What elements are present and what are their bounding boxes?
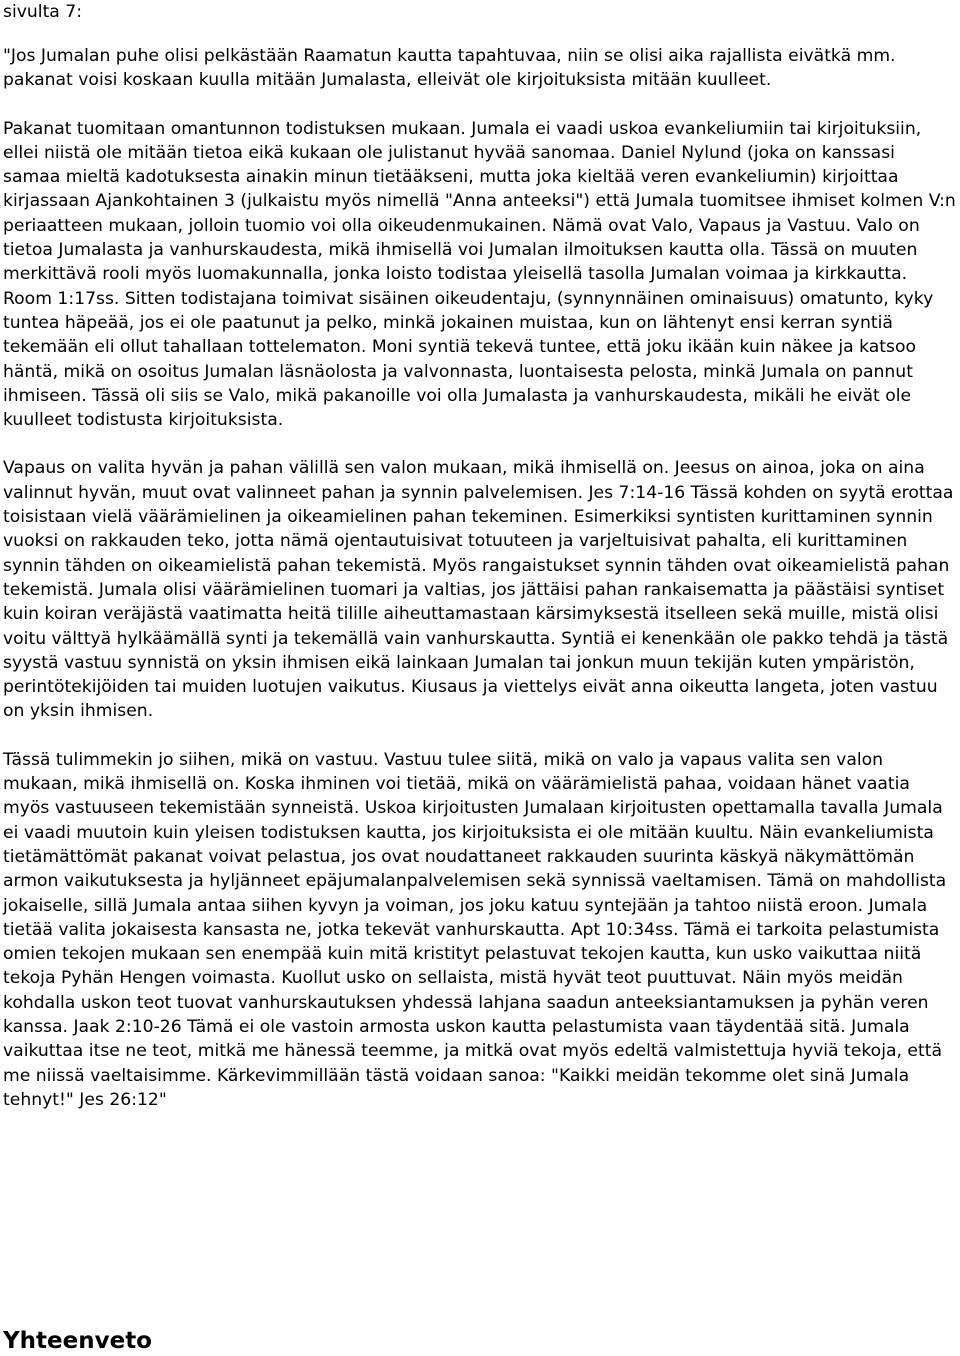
paragraph-3: Vapaus on valita hyvän ja pahan välillä sen valon mukaan, mikä ihmisellä on. Jeesus on ainoa, joka on aina valinnut hyvän, muut ovat valinneet pahan ja synnin palvelemisen. Jes 7:14-16 Tässä kohden on syytä erottaa toisistaan vielä väärämielinen ja oikeamielinen pahan tekeminen. Esimerkiksi syntisten kurittaminen synnin vuoksi on rakkauden teko, jotta nämä ojentautuisivat totuuteen ja varjeltuisivat pahalta, eli kurittaminen synnin tähden on oikeamielistä pahan tekemistä. Myös rangaistukset synnin tähden ovat oikeamielistä pahan tekemistä. Jumala olisi väärämielinen tuomari ja valtias, jos jättäisi pahan rankaisematta ja päästäisi syntiset kuin koiran veräjästä vaatimatta heitä tilille aiheuttamastaan kärsimyksestä itselleen sekä muille, mistä olisi voitu välttyä hylkäämällä synti ja tekemällä vain vanhurskautta. Syntiä ei kenenkään ole pakko tehdä ja tästä syystä vastuu synnistä on yksin ihmisen eikä lainkaan Jumalan tai jonkun muun tekijän kuten ympäristön, perintötekijöiden tai muiden luotujen vaikutus. Kiusaus ja viettelys eivät anna oikeutta langeta, joten vastuu on yksin ihmisen. xyxy=(3,458,954,722)
section-heading: Yhteenveto xyxy=(3,1328,152,1354)
page-reference-label: sivulta 7: xyxy=(3,2,83,22)
paragraph-1: "Jos Jumalan puhe olisi pelkästään Raamatun kautta tapahtuvaa, niin se olisi aika rajallista eivätkä mm. pakanat voisi koskaan kuulla mitään Jumalasta, elleivät ole kirjoituksista mitään kuulleet. xyxy=(3,46,896,91)
paragraph-2: Pakanat tuomitaan omantunnon todistuksen mukaan. Jumala ei vaadi uskoa evankeliumiin tai kirjoituksiin, ellei niistä ole mitään tietoa eikä kukaan ole julistanut hyvää sanomaa. Daniel Nylund (joka on kanssasi samaa mieltä kadotuksesta ainakin minun tietääkseni, mutta joka kieltää veren evankeliumin) kirjoittaa kirjassaan Ajankohtainen 3 (julkaistu myös nimellä "Anna anteeksi") että Jumala tuomitsee ihmiset kolmen V:n periaatteen mukaan, jolloin tuomio voi olla oikeudenmukainen. Nämä ovat Valo, Vapaus ja Vastuu. Valo on tietoa Jumalasta ja vanhurskaudesta, mikä ihmisellä voi Jumalan ilmoituksen kautta olla. Tässä on muuten merkittävä rooli myös luomakunnalla, jonka loisto todistaa yleisellä tasolla Jumalan voimaa ja kirkkautta. Room 1:17ss. Sitten todistajana toimivat sisäinen oikeudentaju, (synnynnäinen ominaisuus) omatunto, kyky tuntea häpeää, jos ei ole paatunut ja pelko, minkä jokainen muistaa, kun on lähtenyt ensi kerran syntiä tekemään eli ollut tahallaan tottelematon. Moni syntiä tekevä tuntee, että joku ikään kuin näkee ja katsoo häntä, mikä on osoitus Jumalan läsnäolosta ja valvonnasta, luontaisesta pelosta, minkä Jumala on pannut ihmiseen. Tässä oli siis se Valo, mikä pakanoille voi olla Jumalasta ja vanhurskaudesta, mikäli he eivät ole kuulleet todistusta kirjoituksista. xyxy=(3,118,956,431)
document-page xyxy=(3,0,957,1112)
paragraph-4: Tässä tulimmekin jo siihen, mikä on vastuu. Vastuu tulee siitä, mikä on valo ja vapaus valita sen valon mukaan, mikä ihmisellä on. Koska ihminen voi tietää, mikä on väärämielistä pahaa, voidaan hänet vaatia myös vastuuseen tekemistään synneistä. Uskoa kirjoitusten Jumalaan kirjoitusten opettamalla tavalla Jumala ei vaadi muutoin kuin yleisen todistuksen kautta, jos kirjoituksista ei ole mitään kuultu. Näin evankeliumista tietämättömät pakanat voivat pelastua, jos ovat noudattaneet rakkauden suurinta käskyä näkymättömän armon vaikutuksesta ja hyljänneet epäjumalanpalvelemisen sekä synnissä vaeltamisen. Tämä on mahdollista jokaiselle, sillä Jumala antaa siihen kyvyn ja voiman, jos joku katuu syntejään ja tahtoo niistä eroon. Jumala tietää valita jokaisesta kansasta ne, jotka tekevät vanhurskautta. Apt 10:34ss. Tämä ei tarkoita pelastumista omien tekojen mukaan sen enempää kuin mitä kristityt pelastuvat tekojen kautta, kun usko vaikuttaa niitä tekoja Pyhän Hengen voimasta. Kuollut usko on sellaista, mistä hyvät teot puuttuvat. Näin myös meidän kohdalla uskon teot tuovat vanhurskautuksen yhdessä lahjana saadun anteeksiantamuksen ja pyhän veren kanssa. Jaak 2:10-26 Tämä ei ole vastoin armosta uskon kautta pelastumista vaan täydentää sitä. Jumala vaikuttaa itse ne teot, mitkä me hänessä teemme, ja mitkä ovat myös edeltä valmistettuja hyviä tekoja, että me niissä vaeltaisimme. Kärkevimmillään tästä voidaan sanoa: "Kaikki meidän tekomme olet sinä Jumala tehnyt!" Jes 26:12" xyxy=(3,749,947,1110)
